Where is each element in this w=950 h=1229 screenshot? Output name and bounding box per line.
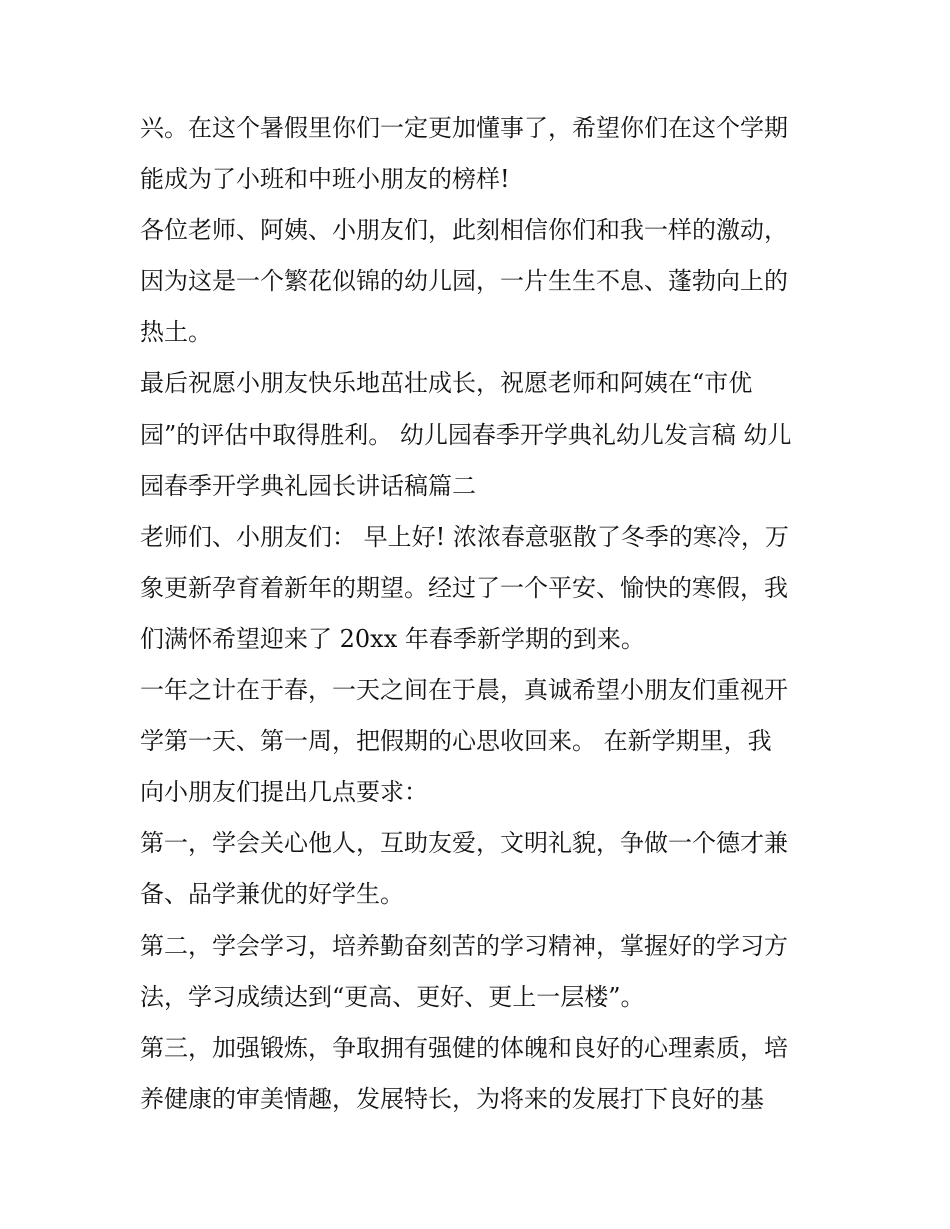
text-line: 学第一天、第一周，把假期的心思收回来。 在新学期里，我: [140, 727, 772, 756]
text-line: 象更新孕育着新年的期望。经过了一个平安、愉快的寒假，我: [140, 573, 788, 602]
text-line: 养健康的审美情趣，发展特长，为将来的发展打下良好的基: [140, 1084, 764, 1113]
text-line: 第三，加强锻炼，争取拥有强健的体魄和良好的心理素质，培: [140, 1033, 788, 1062]
text-line: 第一，学会关心他人，互助友爱，文明礼貌，争做一个德才兼: [140, 829, 788, 858]
text-line: 们满怀希望迎来了 20xx 年春季新学期的到来。: [140, 624, 645, 653]
text-line: 第二，学会学习，培养勤奋刻苦的学习精神，掌握好的学习方: [140, 931, 788, 960]
text-line: 园”的评估中取得胜利。 幼儿园春季开学典礼幼儿发言稿 幼儿: [140, 420, 792, 449]
text-line: 向小朋友们提出几点要求：: [140, 778, 428, 807]
text-line: 一年之计在于春，一天之间在于晨，真诚希望小朋友们重视开: [140, 676, 788, 705]
text-line: 最后祝愿小朋友快乐地茁壮成长，祝愿老师和阿姨在“市优: [140, 369, 753, 398]
text-line: 兴。在这个暑假里你们一定更加懂事了，希望你们在这个学期: [140, 114, 788, 142]
text-line: 备、品学兼优的好学生。: [140, 880, 404, 909]
text-line: 因为这是一个繁花似锦的幼儿园，一片生生不息、蓬勃向上的: [140, 267, 788, 296]
text-line: 热土。: [140, 318, 212, 347]
text-line: 老师们、小朋友们： 早上好! 浓浓春意驱散了冬季的寒冷，万: [140, 522, 789, 551]
text-line: 园春季开学典礼园长讲话稿篇二: [140, 471, 476, 500]
document-body: [140, 103, 830, 1125]
text-line: 法，学习成绩达到“更高、更好、更上一层楼”。: [140, 982, 645, 1011]
text-line: 能成为了小班和中班小朋友的榜样!: [140, 165, 510, 194]
text-line: 各位老师、阿姨、小朋友们，此刻相信你们和我一样的激动，: [140, 216, 788, 245]
